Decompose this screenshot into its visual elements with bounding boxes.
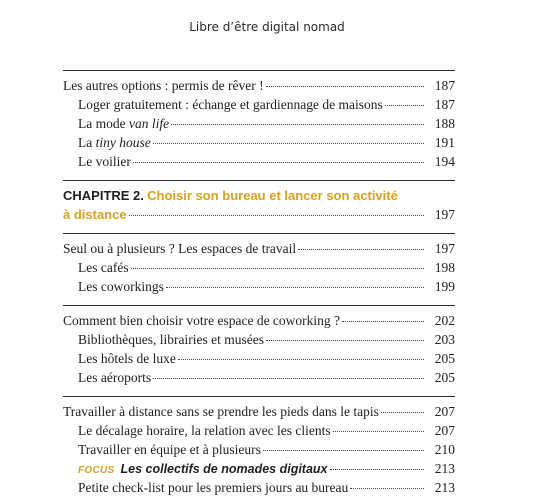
section-divider bbox=[63, 396, 455, 397]
page-number: 205 bbox=[434, 370, 455, 385]
dot-leader bbox=[266, 339, 424, 341]
page-number: 187 bbox=[434, 78, 455, 93]
toc-entry-title: Travailler en équipe et à plusieurs bbox=[78, 442, 261, 457]
table-of-contents bbox=[63, 70, 455, 497]
running-header: Libre d’être digital nomad bbox=[189, 20, 345, 34]
toc-chapter-2[interactable] bbox=[63, 186, 455, 224]
toc-entry-title: Les aéroports bbox=[78, 370, 152, 385]
chapter-title-continued: à distance bbox=[63, 207, 127, 222]
toc-entry-title: Travailler à distance sans se prendre les pieds dans le tapis bbox=[63, 404, 379, 419]
page-number: 213 bbox=[434, 461, 455, 476]
focus-title: Les collectifs de nomades digitaux bbox=[120, 462, 328, 476]
page-number: 197 bbox=[434, 207, 455, 222]
dot-leader bbox=[131, 267, 424, 269]
dot-leader bbox=[153, 377, 424, 379]
page-number: 199 bbox=[434, 279, 455, 294]
toc-entry-title: Comment bien choisir votre espace de coworking ? bbox=[63, 313, 341, 328]
page-number: 191 bbox=[434, 135, 455, 150]
dot-leader bbox=[342, 320, 424, 322]
dot-leader bbox=[350, 487, 424, 489]
page-number: 203 bbox=[434, 332, 455, 347]
page-number: 210 bbox=[434, 442, 455, 457]
toc-entry-title: Seul ou à plusieurs ? Les espaces de travail bbox=[63, 241, 297, 256]
toc-entry-title: Le décalage horaire, la relation avec les clients bbox=[78, 423, 331, 438]
toc-item[interactable] bbox=[63, 95, 455, 114]
toc-item[interactable] bbox=[63, 277, 455, 296]
toc-item[interactable] bbox=[63, 330, 455, 349]
dot-leader bbox=[298, 248, 424, 250]
page-number: 194 bbox=[434, 154, 455, 169]
dot-leader bbox=[385, 104, 424, 106]
dot-leader bbox=[263, 449, 424, 451]
toc-item[interactable] bbox=[63, 440, 455, 459]
toc-entry-title: La tiny house bbox=[78, 135, 151, 150]
page-number: 207 bbox=[434, 423, 455, 438]
toc-entry-title: Les cafés bbox=[78, 260, 129, 275]
chapter-heading-line1 bbox=[63, 186, 455, 205]
dot-leader bbox=[178, 358, 424, 360]
toc-item[interactable] bbox=[63, 421, 455, 440]
dot-leader bbox=[153, 142, 424, 144]
page-number: 213 bbox=[434, 480, 455, 495]
toc-item[interactable] bbox=[63, 478, 455, 497]
toc-section-travailler[interactable] bbox=[63, 402, 455, 421]
toc-entry-title: Petite check-list pour les premiers jours au bureau bbox=[78, 480, 349, 495]
toc-item[interactable] bbox=[63, 133, 455, 152]
dot-leader bbox=[171, 123, 424, 125]
toc-item[interactable] bbox=[63, 368, 455, 387]
dot-leader bbox=[133, 161, 424, 163]
dot-leader bbox=[166, 286, 424, 288]
page-number: 188 bbox=[434, 116, 455, 131]
dot-leader bbox=[330, 468, 424, 470]
chapter-heading-line2 bbox=[63, 205, 455, 224]
page-number: 197 bbox=[434, 241, 455, 256]
toc-entry-title bbox=[78, 459, 328, 480]
toc-section-options[interactable] bbox=[63, 76, 455, 95]
toc-entry-title: Bibliothèques, librairies et musées bbox=[78, 332, 264, 347]
focus-badge: FOCUS bbox=[78, 465, 115, 476]
section-divider bbox=[63, 180, 455, 181]
dot-leader bbox=[266, 85, 424, 87]
toc-entry-title: Le voilier bbox=[78, 154, 131, 169]
toc-entry-title: Loger gratuitement : échange et gardiennage de maisons bbox=[78, 97, 383, 112]
toc-item[interactable] bbox=[63, 114, 455, 133]
page-number: 205 bbox=[434, 351, 455, 366]
toc-entry-title: Les coworkings bbox=[78, 279, 164, 294]
dot-leader bbox=[381, 411, 424, 413]
section-divider bbox=[63, 233, 455, 234]
section-divider bbox=[63, 70, 455, 71]
toc-item[interactable] bbox=[63, 152, 455, 171]
toc-entry-title: La mode van life bbox=[78, 116, 170, 131]
toc-item[interactable] bbox=[63, 258, 455, 277]
page-number: 207 bbox=[434, 404, 455, 419]
toc-entry-title: Les hôtels de luxe bbox=[78, 351, 176, 366]
chapter-label: CHAPITRE 2. bbox=[63, 188, 144, 203]
page-number: 202 bbox=[434, 313, 455, 328]
page-number: 198 bbox=[434, 260, 455, 275]
toc-entry-title: Les autres options : permis de rêver ! bbox=[63, 78, 264, 93]
toc-item[interactable] bbox=[63, 349, 455, 368]
toc-section-choisir[interactable] bbox=[63, 311, 455, 330]
dot-leader bbox=[129, 214, 424, 216]
chapter-title: Choisir son bureau et lancer son activité bbox=[147, 188, 398, 203]
toc-section-seul[interactable] bbox=[63, 239, 455, 258]
dot-leader bbox=[333, 430, 424, 432]
section-divider bbox=[63, 305, 455, 306]
page-number: 187 bbox=[434, 97, 455, 112]
